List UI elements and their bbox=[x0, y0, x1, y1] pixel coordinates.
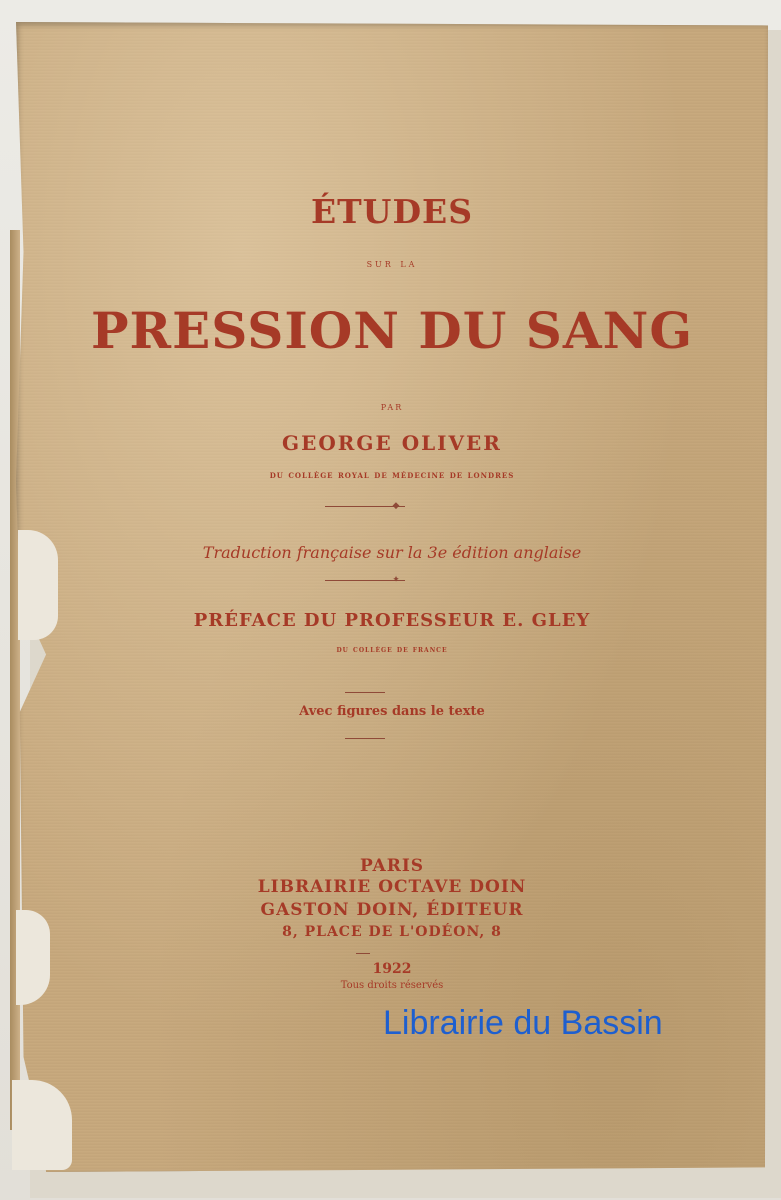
divider-rule bbox=[345, 692, 385, 693]
publisher-editor: GASTON DOIN, ÉDITEUR bbox=[260, 900, 524, 920]
divider-rule bbox=[345, 738, 385, 739]
figures-note: Avec figures dans le texte bbox=[299, 704, 485, 719]
title-top: ÉTUDES bbox=[310, 192, 474, 231]
author-name: GEORGE OLIVER bbox=[282, 431, 502, 455]
title-connector: sur la bbox=[366, 257, 418, 270]
main-title: PRESSION DU SANG bbox=[90, 301, 694, 360]
author-affiliation: du collège royal de médecine de londres bbox=[269, 470, 515, 481]
publisher-address: 8, PLACE DE L'ODÉON, 8 bbox=[282, 924, 502, 940]
preface-line: PRÉFACE DU PROFESSEUR E. GLEY bbox=[193, 610, 591, 631]
bookseller-watermark: Librairie du Bassin bbox=[383, 1004, 663, 1042]
translation-note: Traduction française sur la 3e édition anglaise bbox=[202, 543, 582, 562]
publication-year: 1922 bbox=[372, 961, 412, 977]
by-label: par bbox=[380, 400, 404, 413]
rights-note: Tous droits réservés bbox=[340, 980, 444, 991]
ornament-icon: ✦ bbox=[392, 575, 400, 585]
preface-affiliation: du collège de france bbox=[336, 645, 448, 655]
divider-rule bbox=[356, 953, 370, 954]
ornament-icon: ◆ bbox=[392, 501, 400, 511]
publisher-name: LIBRAIRIE OCTAVE DOIN bbox=[257, 877, 527, 897]
publisher-city: PARIS bbox=[359, 856, 425, 876]
